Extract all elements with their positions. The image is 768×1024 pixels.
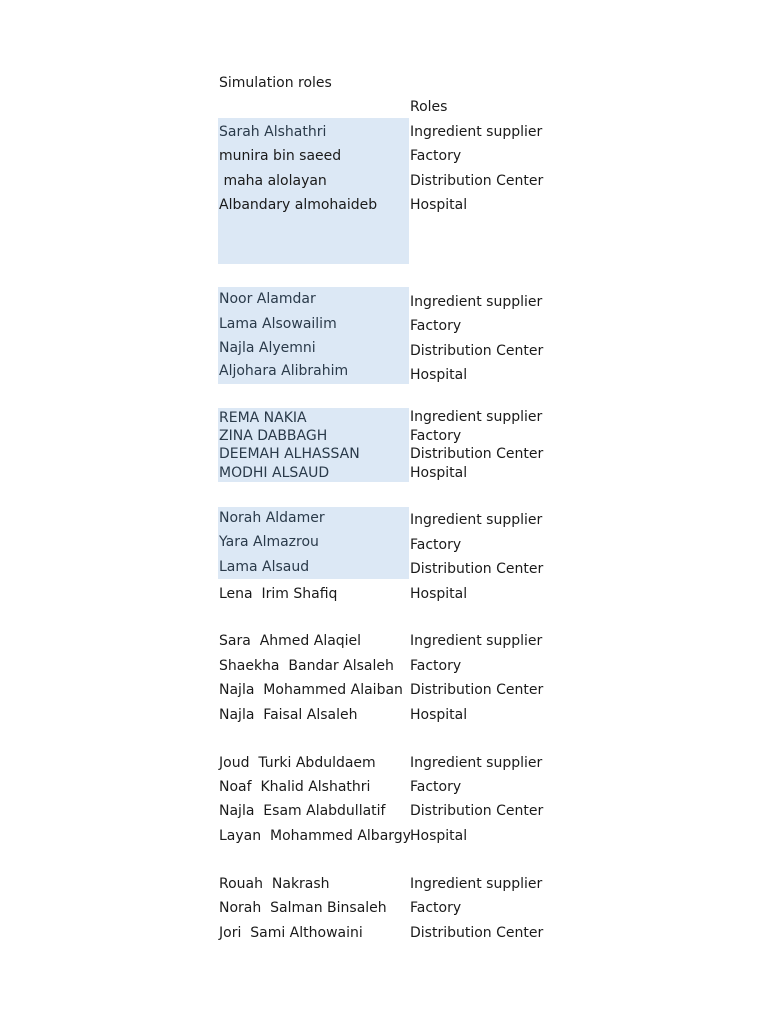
name-cell: Najla Mohammed Alaiban [219,682,403,698]
name-cell: Noaf Khalid Alshathri [219,779,371,795]
role-cell: Factory [410,900,462,916]
role-cell: Ingredient supplier [410,294,543,310]
role-cell: Ingredient supplier [410,633,543,649]
name-cell: Joud Turki Abduldaem [219,755,376,771]
name-cell: Yara Almazrou [219,534,319,550]
name-cell: maha alolayan [219,173,327,189]
name-cell: Lama Alsaud [219,559,310,575]
role-cell: Factory [410,658,462,674]
name-cell: Lama Alsowailim [219,316,337,332]
name-cell: Norah Salman Binsaleh [219,900,387,916]
name-cell: Najla Alyemni [219,340,316,356]
role-cell: Distribution Center [410,803,544,819]
name-cell: Sarah Alshathri [219,124,327,140]
role-cell: Hospital [410,367,468,383]
name-cell: Shaekha Bandar Alsaleh [219,658,394,674]
role-cell: Ingredient supplier [410,409,543,425]
role-cell: Distribution Center [410,561,544,577]
name-cell: Rouah Nakrash [219,876,330,892]
role-cell: Hospital [410,465,468,481]
name-cell: munira bin saeed [219,148,342,164]
page-title: Simulation roles [219,75,332,91]
role-cell: Factory [410,537,462,553]
name-cell: MODHI ALSAUD [219,465,330,481]
name-cell: Jori Sami Althowaini [219,925,363,941]
name-cell: Sara Ahmed Alaqiel [219,633,362,649]
name-cell: Najla Esam Alabdullatif [219,803,386,819]
roles-header: Roles [410,99,448,115]
role-cell: Hospital [410,707,468,723]
role-cell: Hospital [410,828,468,844]
role-cell: Ingredient supplier [410,512,543,528]
role-cell: Distribution Center [410,173,544,189]
role-cell: Hospital [410,197,468,213]
role-cell: Distribution Center [410,446,544,462]
name-cell: Lena Irim Shafiq [219,586,338,602]
name-cell: Norah Aldamer [219,510,325,526]
role-cell: Ingredient supplier [410,755,543,771]
name-cell: Najla Faisal Alsaleh [219,707,358,723]
role-cell: Ingredient supplier [410,876,543,892]
role-cell: Distribution Center [410,682,544,698]
role-cell: Distribution Center [410,925,544,941]
role-cell: Factory [410,148,462,164]
name-cell: Layan Mohammed Albargy [219,828,411,844]
role-cell: Factory [410,428,462,444]
role-cell: Factory [410,318,462,334]
name-cell: Noor Alamdar [219,291,316,307]
name-cell: ZINA DABBAGH [219,428,328,444]
name-cell: REMA NAKIA [219,410,307,426]
role-cell: Factory [410,779,462,795]
role-cell: Hospital [410,586,468,602]
name-cell: DEEMAH ALHASSAN [219,446,360,462]
role-cell: Ingredient supplier [410,124,543,140]
name-cell: Aljohara Alibrahim [219,363,349,379]
role-cell: Distribution Center [410,343,544,359]
name-cell: Albandary almohaideb [219,197,378,213]
